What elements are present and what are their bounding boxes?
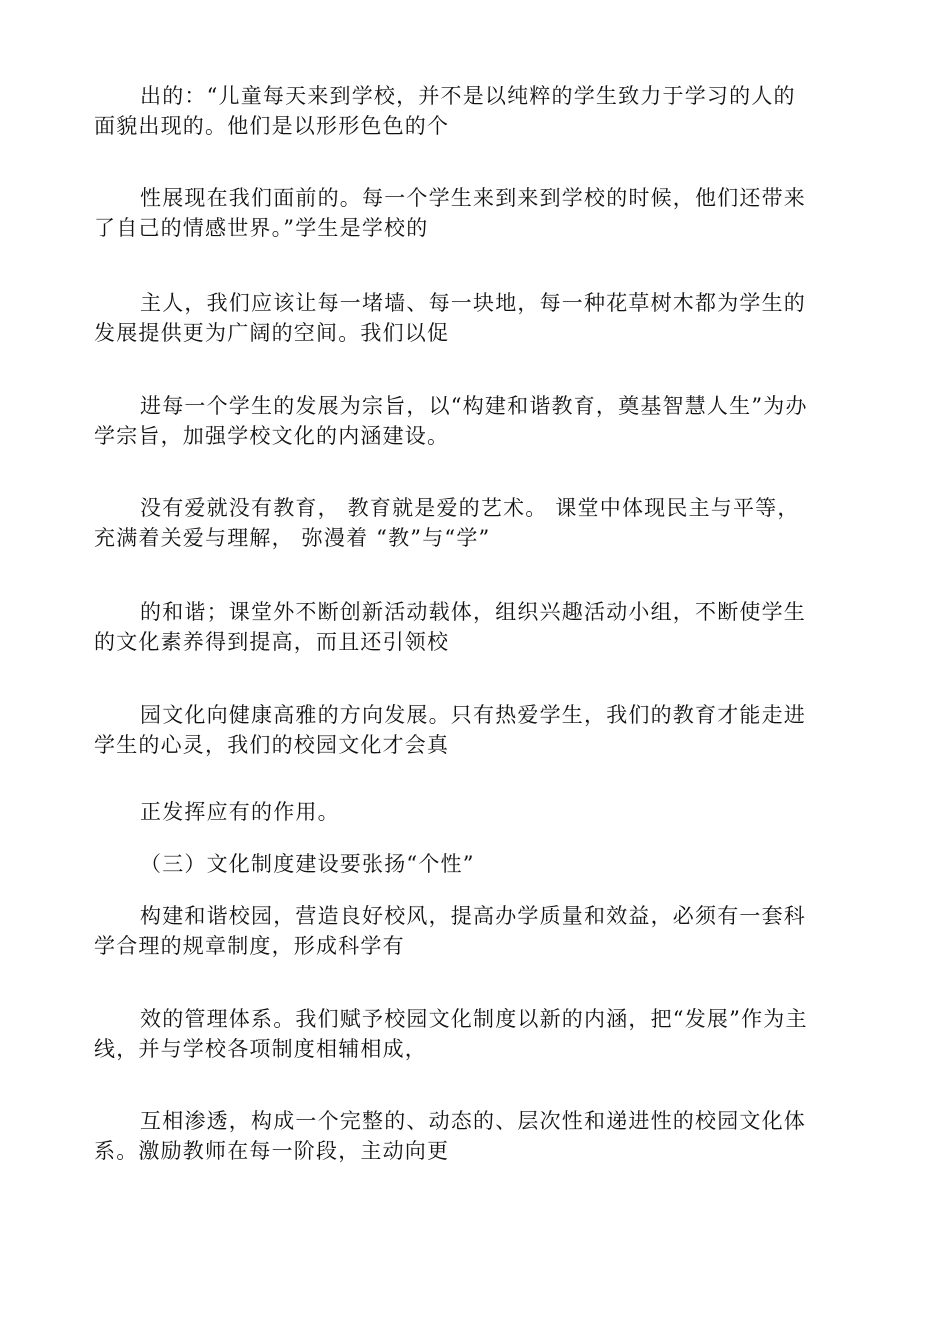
text-line: 的和谐；课堂外不断创新活动载体，组织兴趣活动小组，不断使学生 [140, 600, 806, 624]
text-line: 学合理的规章制度，形成科学有 [94, 934, 405, 958]
paragraph [94, 493, 864, 553]
paragraph [94, 183, 864, 243]
paragraph [94, 797, 864, 827]
text-line: 性展现在我们面前的。每一个学生来到来到学校的时候，他们还带来 [140, 186, 806, 210]
text-line: 出的：“儿童每天来到学校，并不是以纯粹的学生致力于学习的人的 [140, 84, 796, 108]
text-line: 效的管理体系。我们赋予校园文化制度以新的内涵，把“发展”作为主 [140, 1007, 808, 1031]
text-line: 充满着关爱与理解， 弥漫着 “教”与“学” [94, 526, 491, 550]
text-line: 主人，我们应该让每一堵墙、每一块地，每一种花草树木都为学生的 [140, 291, 806, 315]
text-line: 正发挥应有的作用。 [140, 800, 340, 824]
text-line: 互相渗透，构成一个完整的、动态的、层次性和递进性的校园文化体 [140, 1109, 806, 1133]
text-line: 学宗旨，加强学校文化的内涵建设。 [94, 424, 450, 448]
paragraph [94, 288, 864, 348]
paragraph [94, 597, 864, 657]
text-line: 学生的心灵，我们的校园文化才会真 [94, 733, 450, 757]
text-line: 园文化向健康高雅的方向发展。只有热爱学生，我们的教育才能走进 [140, 703, 806, 727]
paragraph [94, 901, 864, 961]
paragraph [94, 700, 864, 760]
text-line: （三）文化制度建设要张扬“个性” [140, 852, 475, 876]
section-heading [94, 849, 864, 879]
paragraph [94, 1004, 864, 1064]
text-line: 的文化素养得到提高，而且还引领校 [94, 630, 450, 654]
paragraph [94, 81, 864, 141]
text-line: 发展提供更为广阔的空间。我们以促 [94, 321, 450, 345]
paragraph [94, 391, 864, 451]
text-line: 构建和谐校园，营造良好校风，提高办学质量和效益，必须有一套科 [140, 904, 806, 928]
text-line: 系。激励教师在每一阶段，主动向更 [94, 1139, 450, 1163]
text-line: 进每一个学生的发展为宗旨，以“构建和谐教育，奠基智慧人生”为办 [140, 394, 808, 418]
text-line: 没有爱就没有教育， 教育就是爱的艺术。 课堂中体现民主与平等， [140, 496, 800, 520]
text-line: 面貌出现的。他们是以形形色色的个 [94, 114, 450, 138]
text-line: 线，并与学校各项制度相辅相成， [94, 1037, 427, 1061]
paragraph [94, 1106, 864, 1166]
text-line: 了自己的情感世界。”学生是学校的 [94, 216, 429, 240]
